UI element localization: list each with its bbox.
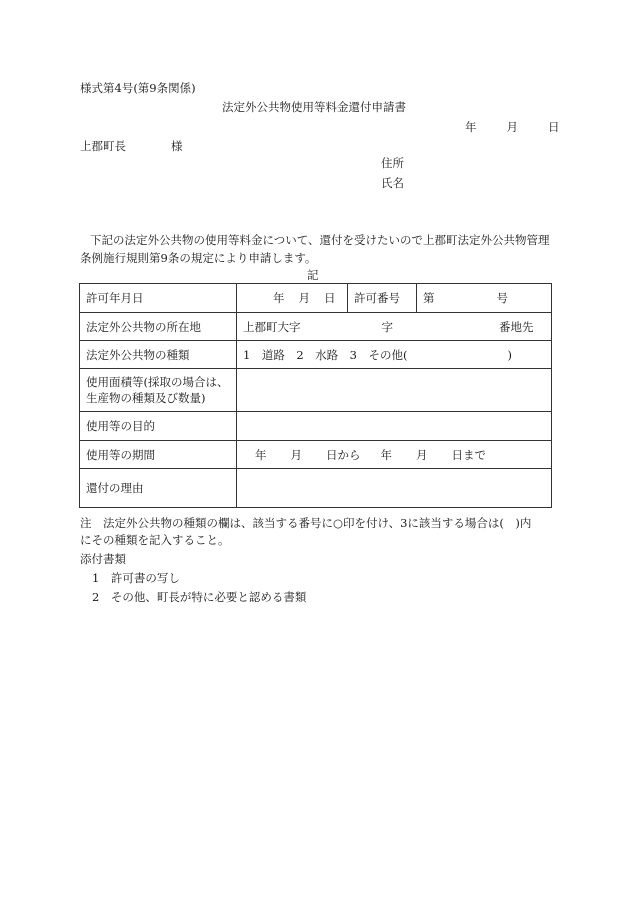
permit-date-row	[80, 284, 552, 313]
location-aza: 字	[381, 319, 393, 334]
type-label: 法定外公共物の種類	[80, 341, 237, 369]
area-label-line2: 生産物の種類及び数量)	[86, 391, 206, 405]
permit-date-label: 許可年月日	[80, 284, 237, 313]
permit-number-prefix: 第	[423, 291, 435, 305]
note-line-1: 注 法定外公共物の種類の欄は、該当する番号に○印を付け、3に該当する場合は( )内	[80, 516, 532, 530]
permit-number-field[interactable]	[417, 284, 552, 313]
reason-label: 還付の理由	[80, 469, 237, 508]
date-month-label: 月	[506, 120, 518, 134]
ki-heading: 記	[307, 268, 319, 282]
applicant-address-label: 住所	[381, 156, 404, 170]
attachment-item-2: 2 その他、町長が特に必要と認める書類	[92, 590, 307, 604]
attachments-heading: 添付書類	[80, 552, 126, 566]
area-row	[80, 369, 552, 412]
period-from-day: 日から	[326, 447, 361, 462]
purpose-label: 使用等の目的	[80, 412, 237, 441]
period-to-year: 年	[380, 447, 392, 462]
location-row	[80, 313, 552, 341]
date-year-label: 年	[465, 120, 477, 134]
period-label: 使用等の期間	[80, 441, 237, 469]
area-field[interactable]	[237, 369, 552, 412]
period-to-month: 月	[416, 447, 428, 462]
permit-date-field[interactable]	[237, 284, 348, 313]
area-label-line1: 使用面積等(採取の場合は、	[86, 375, 229, 389]
addressee	[80, 139, 183, 153]
type-row	[80, 341, 552, 369]
period-from-year: 年	[255, 447, 267, 462]
applicant-name-label: 氏名	[381, 176, 404, 190]
application-table	[79, 283, 552, 508]
location-banchi: 番地先	[499, 319, 534, 334]
date-day-label: 日	[548, 120, 560, 134]
type-close-paren: )	[507, 347, 512, 362]
application-date	[465, 120, 560, 134]
addressee-name: 上郡町長	[80, 139, 126, 153]
period-from-month: 月	[290, 447, 302, 462]
application-statement: 下記の法定外公共物の使用等料金について、還付を受けたいので上郡町法定外公共物管理条例施行規則第9条の規定により申請します。	[80, 233, 550, 265]
type-options: 1 道路 2 水路 3 その他(	[243, 347, 408, 362]
reason-field[interactable]	[237, 469, 552, 508]
document-title: 法定外公共物使用等料金還付申請書	[222, 100, 406, 114]
note-line-2: にその種類を記入すること。	[80, 533, 230, 547]
location-field[interactable]	[237, 313, 552, 341]
location-town: 上郡町大字	[243, 319, 301, 334]
permit-month-label: 月	[298, 291, 310, 305]
reason-row	[80, 469, 552, 508]
period-row	[80, 441, 552, 469]
permit-year-label: 年	[273, 291, 285, 305]
period-field[interactable]	[237, 441, 552, 469]
form-number: 様式第4号(第9条関係)	[80, 81, 196, 95]
permit-number-label: 許可番号	[348, 284, 417, 313]
permit-number-suffix: 号	[496, 291, 508, 305]
purpose-row	[80, 412, 552, 441]
purpose-field[interactable]	[237, 412, 552, 441]
location-label: 法定外公共物の所在地	[80, 313, 237, 341]
area-label	[80, 369, 237, 412]
permit-day-label: 日	[324, 291, 336, 305]
type-field[interactable]	[237, 341, 552, 369]
attachment-item-1: 1 許可書の写し	[92, 571, 180, 585]
period-to-day: 日まで	[451, 447, 486, 462]
addressee-honorific: 様	[171, 139, 183, 153]
